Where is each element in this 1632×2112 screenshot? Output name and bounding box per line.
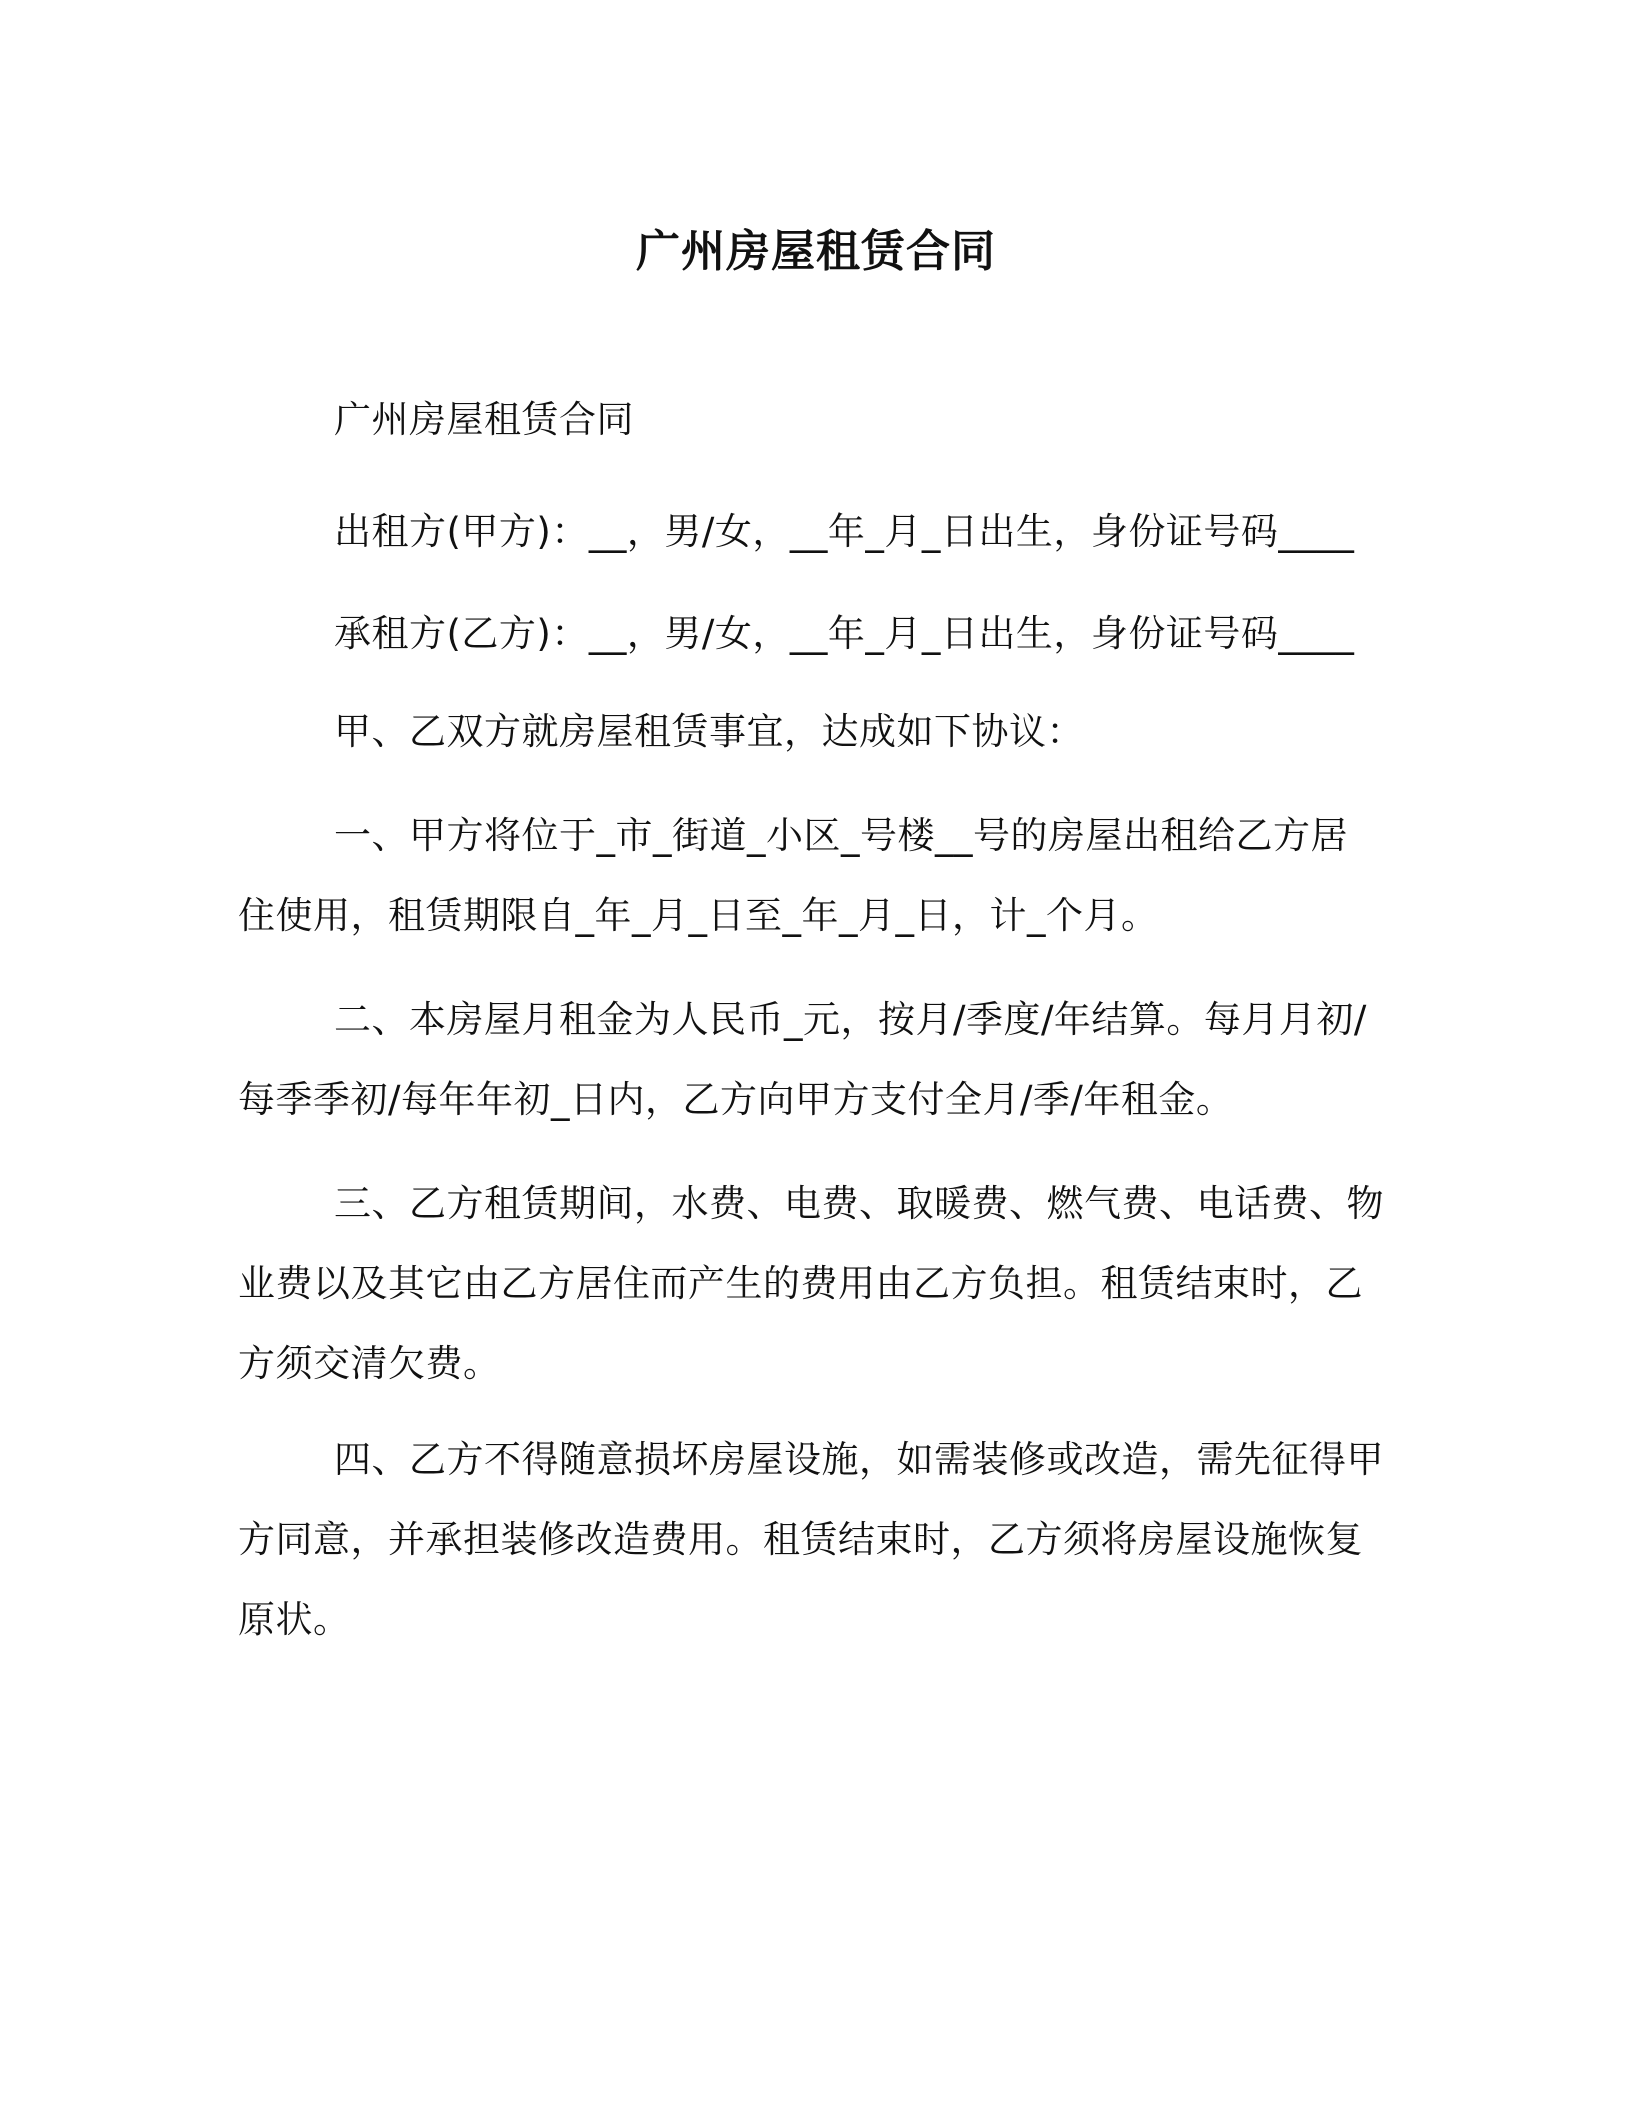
clause-4-line-3: 原状。 xyxy=(238,1598,351,1641)
clause-1 xyxy=(238,796,1378,956)
clause-3-line-3: 方须交清欠费。 xyxy=(238,1342,501,1385)
subtitle-line: 广州房屋租赁合同 xyxy=(334,398,634,441)
clause-3-line-2: 业费以及其它由乙方居住而产生的费用由乙方负担。租赁结束时，乙 xyxy=(238,1262,1363,1305)
clause-4-line-1: 四、乙方不得随意损坏房屋设施，如需装修或改造，需先征得甲 xyxy=(334,1438,1384,1481)
lessor-line xyxy=(238,492,1378,572)
lessee-text: 承租方(乙方)：__，男/女，__年_月_日出生，身份证号码____ xyxy=(334,612,1355,655)
clause-2 xyxy=(238,980,1378,1140)
clause-4 xyxy=(238,1420,1384,1660)
clause-4-line-2: 方同意，并承担装修改造费用。租赁结束时，乙方须将房屋设施恢复 xyxy=(238,1518,1363,1561)
clause-1-line-2: 住使用，租赁期限自_年_月_日至_年_月_日，计_个月。 xyxy=(238,894,1159,937)
lessee-line xyxy=(238,594,1378,674)
agreement-intro xyxy=(238,692,1378,772)
clause-2-line-2: 每季季初/每年年初_日内，乙方向甲方支付全月/季/年租金。 xyxy=(238,1078,1234,1121)
document-title: 广州房屋租赁合同 xyxy=(636,226,996,277)
clause-1-line-1: 一、甲方将位于_市_街道_小区_号楼__号的房屋出租给乙方居 xyxy=(334,814,1348,857)
lessor-text: 出租方(甲方)：__，男/女，__年_月_日出生，身份证号码____ xyxy=(334,510,1355,553)
document-subtitle xyxy=(238,380,1378,460)
intro-text: 甲、乙双方就房屋租赁事宜，达成如下协议： xyxy=(334,710,1084,753)
clause-2-line-1: 二、本房屋月租金为人民币_元，按月/季度/年结算。每月月初/ xyxy=(334,998,1367,1041)
clause-3-line-1: 三、乙方租赁期间，水费、电费、取暖费、燃气费、电话费、物 xyxy=(334,1182,1384,1225)
clause-3 xyxy=(238,1164,1384,1404)
